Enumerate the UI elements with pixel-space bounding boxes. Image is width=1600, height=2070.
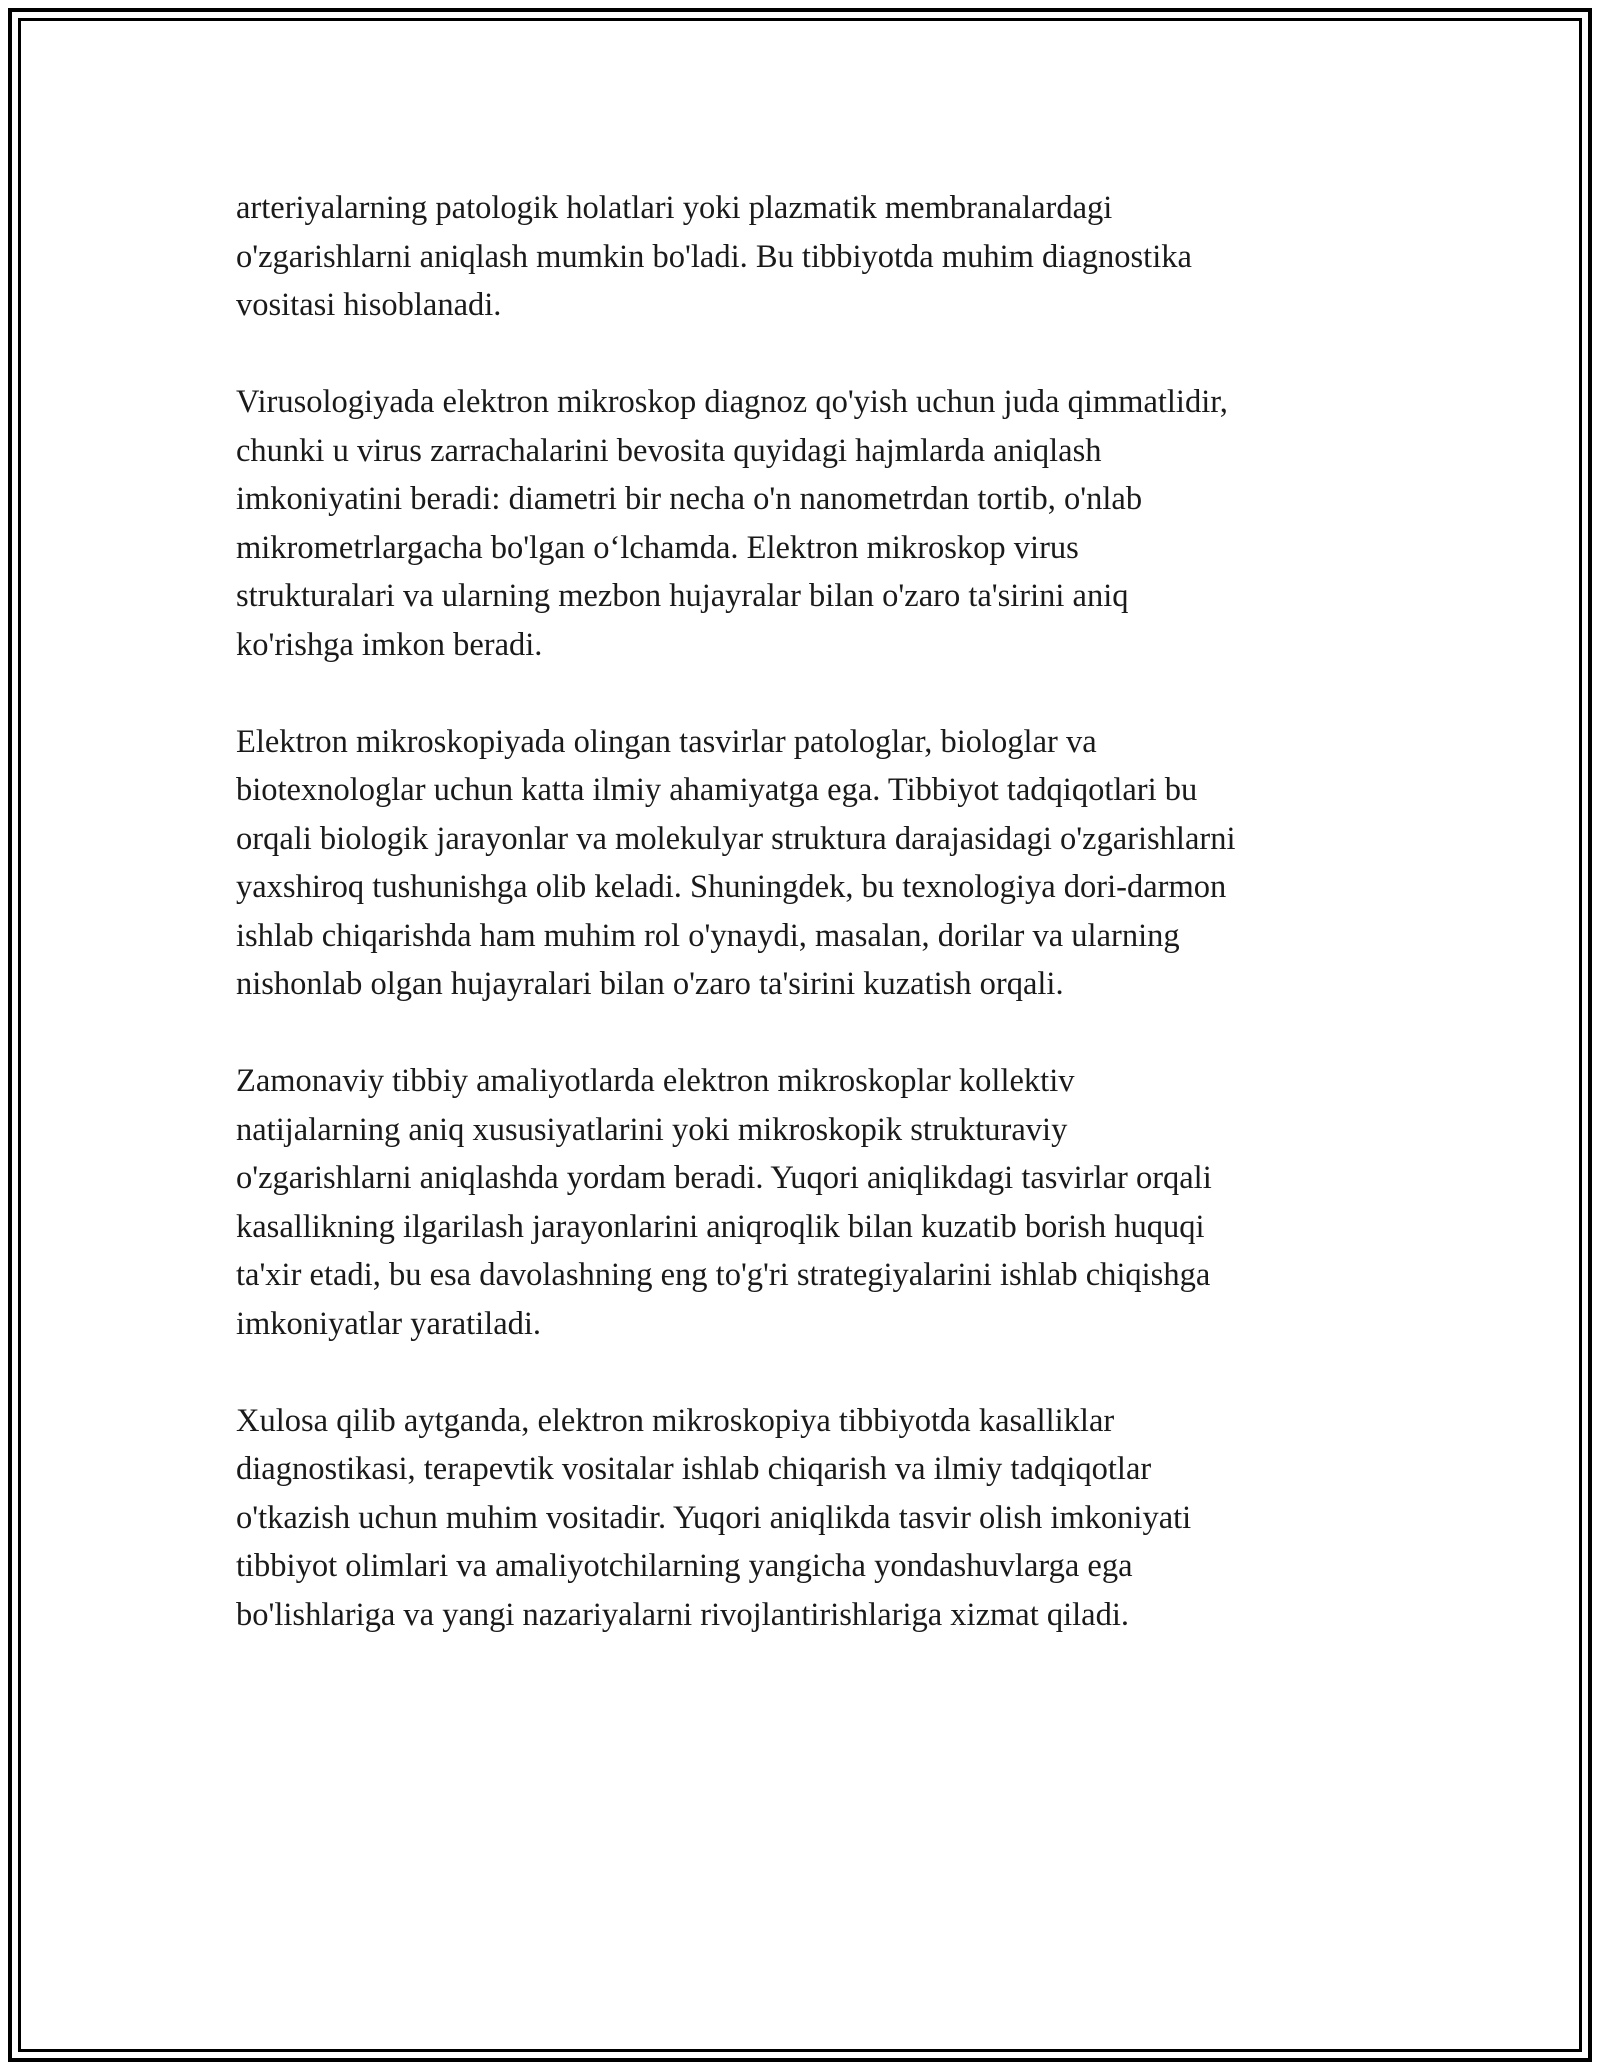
paragraph-5: Xulosa qilib aytganda, elektron mikroskopiya tibbiyotda kasalliklar diagnostikasi, terapevtik vositalar ishlab chiqarish va ilmiy tadqiqotlar o'tkazish uchun muhim vositadir. Yuqori aniqlikda tasvir olish imkoniyati tibbiyot olimlari va amaliyotchilarning yangicha yondashuvlarga ega bo'lishlariga va yangi nazariyalarni rivojlantirishlariga xizmat qiladi. [236, 1402, 1192, 1633]
paragraph-3: Elektron mikroskopiyada olingan tasvirlar patologlar, biologlar va biotexnologlar uchun katta ilmiy ahamiyatga ega. Tibbiyot tadqiqotlari bu orqali biologik jarayonlar va molekulyar struktura darajasidagi o'zgarishlarni yaxshiroq tushunishga olib keladi. Shuningdek, bu texnologiya dori-darmon ishlab chiqarishda ham muhim rol o'ynaydi, masalan, dorilar va ularning nishonlab olgan hujayralari bilan o'zaro ta'sirini kuzatish orqali. [236, 723, 1236, 1002]
document-body [236, 184, 1386, 1688]
paragraph-4: Zamonaviy tibbiy amaliyotlarda elektron mikroskoplar kollektiv natijalarning aniq xususiyatlarini yoki mikroskopik strukturaviy o'zgarishlarni aniqlashda yordam beradi. Yuqori aniqlikdagi tasvirlar orqali kasallikning ilgarilash jarayonlarini aniqroqlik bilan kuzatib borish huquqi ta'xir etadi, bu esa davolashning eng to'g'ri strategiyalarini ishlab chiqishga imkoniyatlar yaratiladi. [236, 1063, 1212, 1342]
paragraph-1: arteriyalarning patologik holatlari yoki plazmatik membranalardagi o'zgarishlarni aniqlash mumkin bo'ladi. Bu tibbiyotda muhim diagnostika vositasi hisoblanadi. [236, 190, 1192, 323]
paragraph-2: Virusologiyada elektron mikroskop diagnoz qo'yish uchun juda qimmatlidir, chunki u virus zarrachalarini bevosita quyidagi hajmlarda aniqlash imkoniyatini beradi: diametri bir necha o'n nanometrdan tortib, o'nlab mikrometrlargacha bo'lgan o‘lchamda. Elektron mikroskop virus strukturalari va ularning mezbon hujayralar bilan o'zaro ta'sirini aniq ko'rishga imkon beradi. [236, 384, 1228, 663]
